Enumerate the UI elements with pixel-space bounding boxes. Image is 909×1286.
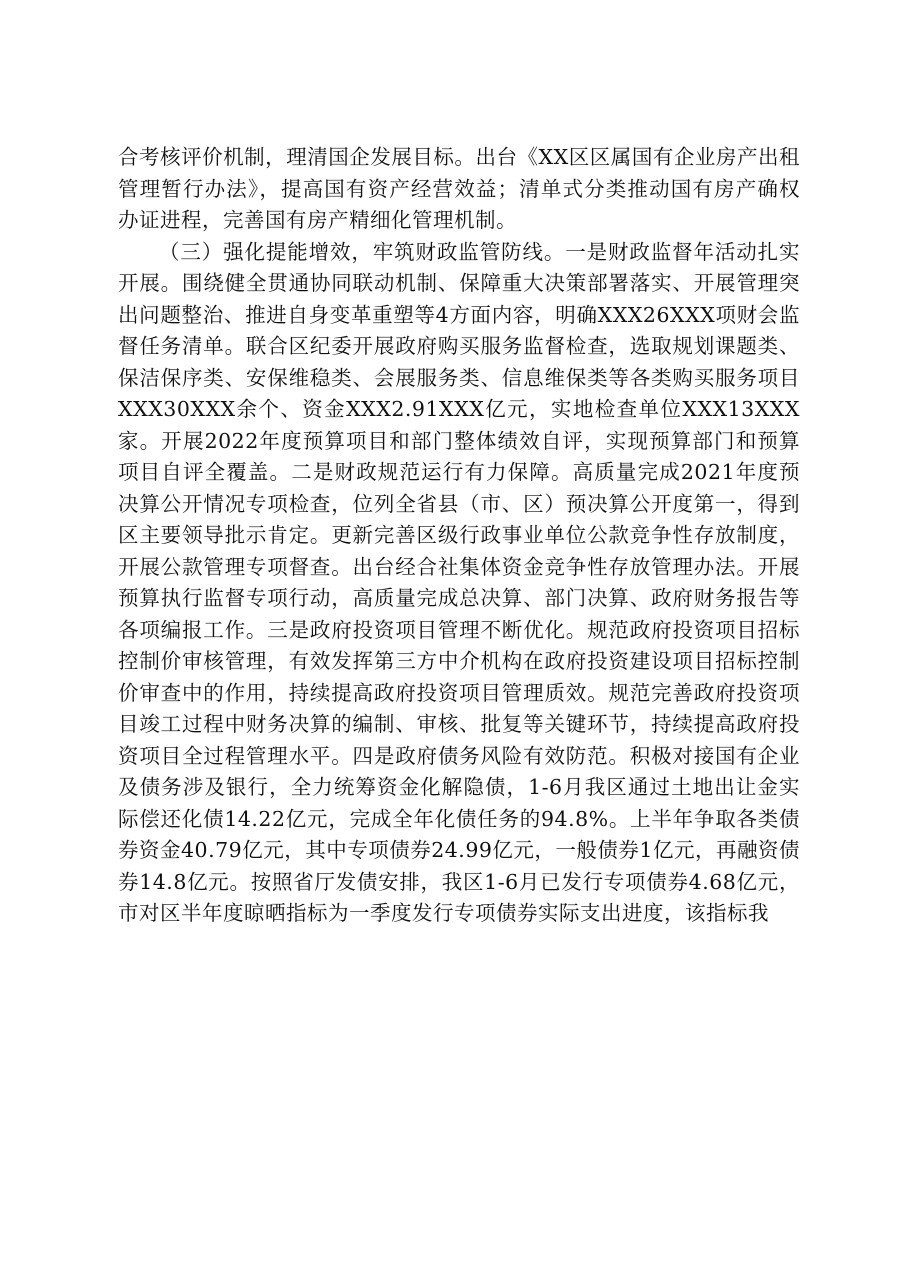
paragraph-continuation: 合考核评价机制，理清国企发展目标。出台《XX区区属国有企业房产出租管理暂行办法》，提高国有资产经营效益；清单式分类推动国有房产确权办证进程，完善国有房产精细化管理机制。: [118, 145, 800, 232]
paragraph-section-three: （三）强化提能增效，牢筑财政监管防线。一是财政监督年活动扎实开展。围绕健全贯通协同联动机制、保障重大决策部署落实、开展管理突出问题整治、推进自身变革重塑等4方面内容，明确XXX26XXX项财会监督任务清单。联合区纪委开展政府购买服务监督检查，选取规划课题类、保洁保序类、安保维稳类、会展服务类、信息维保类等各类购买服务项目XXX30XXX余个、资金XXX2.91XXX亿元，实地检查单位XXX13XXX家。开展2022年度预算项目和部门整体绩效自评，实现预算部门和预算项目自评全覆盖。二是财政规范运行有力保障。高质量完成2021年度预决算公开情况专项检查，位列全省县（市、区）预决算公开度第一，得到区主要领导批示肯定。更新完善区级行政事业单位公款竞争性存放制度，开展公款管理专项督查。出台经合社集体资金竞争性存放管理办法。开展预算执行监督专项行动，高质量完成总决算、部门决算、政府财务报告等各项编报工作。三是政府投资项目管理不断优化。规范政府投资项目招标控制价审核管理，有效发挥第三方中介机构在政府投资建设项目招标控制价审查中的作用，持续提高政府投资项目管理质效。规范完善政府投资项目竣工过程中财务决算的编制、审核、批复等关键环节，持续提高政府投资项目全过程管理水平。四是政府债务风险有效防范。积极对接国有企业及债务涉及银行，全力统筹资金化解隐债，1-6月我区通过土地出让金实际偿还化债14.22亿元，完成全年化债任务的94.8%。上半年争取各类债券资金40.79亿元，其中专项债券24.99亿元，一般债券1亿元，再融资债券14.8亿元。按照省厅发债安排，我区1-6月已发行专项债券4.68亿元，市对区半年度晾晒指标为一季度发行专项债券实际支出进度，该指标我: [118, 239, 800, 925]
body-text: [118, 142, 800, 930]
